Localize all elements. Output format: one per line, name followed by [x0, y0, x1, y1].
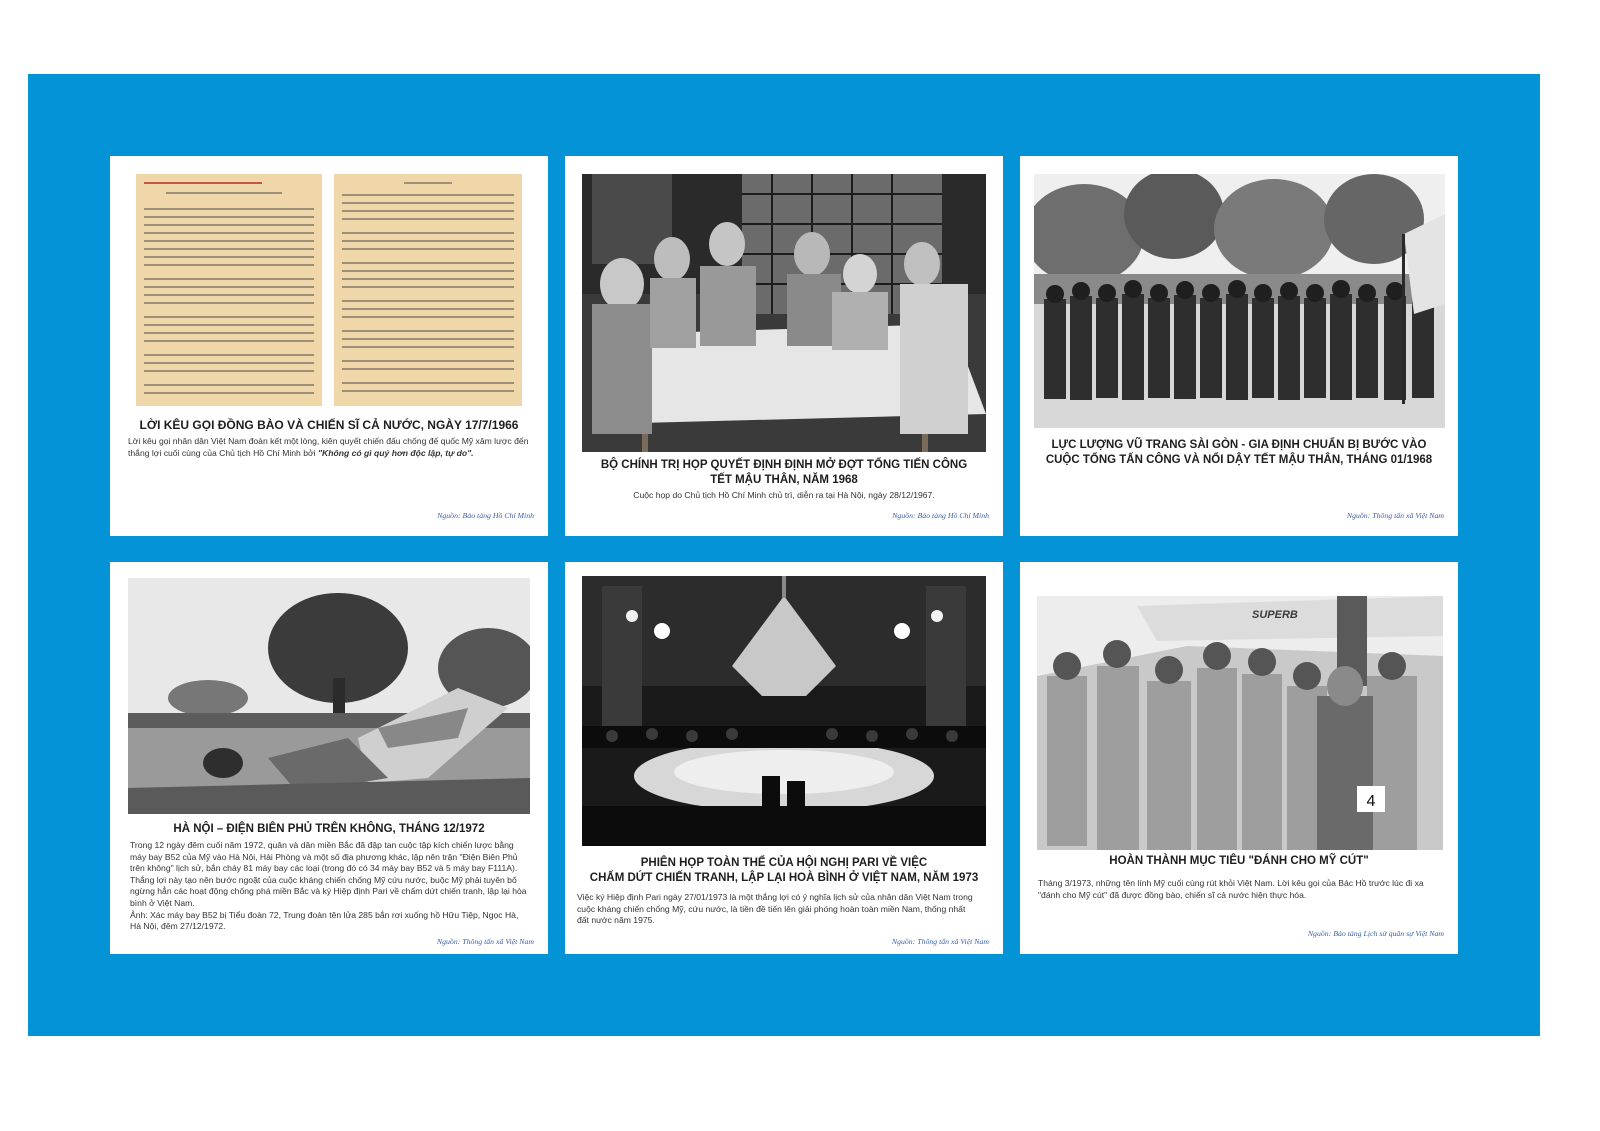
card-source: Nguồn: Bảo tàng Hồ Chí Minh	[892, 511, 989, 520]
card-title: BỘ CHÍNH TRỊ HỌP QUYẾT ĐỊNH ĐỊNH MỞ ĐỢT TỔNG TIẾN CÔNG TẾT MẬU THÂN, NĂM 1968	[600, 459, 968, 486]
armband-number: 4	[1366, 793, 1376, 810]
card-title: LỰC LƯỢNG VŨ TRANG SÀI GÒN - GIA ĐỊNH CHUẨN BỊ BƯỚC VÀO CUỘC TỔNG TẤN CÔNG VÀ NỔI DẬY TẾT MẬU THÂN, THÁNG 01/1968	[1045, 439, 1433, 466]
card-title: HOÀN THÀNH MỤC TIÊU "ĐÁNH CHO MỸ CÚT"	[1109, 855, 1369, 867]
exhibit-card-saigon-forces	[1020, 156, 1458, 536]
exhibit-card-dien-bien-phu-air	[110, 562, 548, 954]
plane-lettering: SUPERB	[1252, 609, 1298, 621]
card-source: Nguồn: Bảo tàng Hồ Chí Minh	[437, 511, 534, 520]
card-description: Trong 12 ngày đêm cuối năm 1972, quân và dân miền Bắc đã đập tan cuộc tập kích chiến lược bằng máy bay B52 của Mỹ vào Hà Nội, Hải Phòng và một số địa phương khác, lập nên trận "Điện Biên Phủ trên không" lịch sử, bắn cháy 81 máy bay các loại (trong đó có 34 máy bay B52 và 5 máy bay F111A). Thắng lợi này tạo nên bước ngoặt của cuộc kháng chiến chống Mỹ cứu nước, buộc Mỹ phải tuyên bố ngừng hẳn các hoạt động chống phá miền Bắc và ký Hiệp định Pari về chấm dứt chiến tranh, lập lại hòa bình ở Việt Nam. Ảnh: Xác máy bay B52 bị Tiểu đoàn 72, Trung đoàn tên lửa 285 bắn rơi xuống hồ Hữu Tiệp, Ngọc Hà, Hà Nội, đêm 27/12/1972.	[130, 840, 527, 932]
troops-image	[1034, 174, 1445, 428]
card-source: Nguồn: Thông tấn xã Việt Nam	[891, 937, 989, 946]
card-description: Cuộc họp do Chủ tịch Hồ Chí Minh chủ trì, diễn ra tại Hà Nội, ngày 28/12/1967.	[633, 490, 935, 500]
card-description: Lời kêu gọi nhân dân Việt Nam đoàn kết một lòng, kiên quyết chiến đấu chống đế quốc Mỹ xâm lược đến thắng lợi cuối cùng của Chủ tịch Hồ Chí Minh bởi "Không có gì quý hơn độc lập, tự do".	[128, 436, 529, 458]
conference-image	[582, 576, 986, 846]
card-description: Tháng 3/1973, những tên lính Mỹ cuối cùng rút khỏi Việt Nam. Lời kêu gọi của Bác Hồ trước lúc đi xa "đánh cho Mỹ cút" đã được đồng bào, chiến sĩ cả nước hiện thực hóa.	[1038, 878, 1424, 900]
manuscript-page-right	[334, 174, 522, 406]
exhibit-card-politburo-1968	[565, 156, 1003, 536]
photo-caption: Ảnh: Xác máy bay B52 bị Tiểu đoàn 72, Trung đoàn tên lửa 285 bắn rơi xuống hồ Hữu Tiệp, Ngọc Hà, Hà Nội, đêm 27/12/1972.	[130, 909, 519, 932]
manuscript-image	[136, 174, 522, 406]
card-title: HÀ NỘI – ĐIỆN BIÊN PHỦ TRÊN KHÔNG, THÁNG 12/1972	[173, 823, 485, 835]
card-description: Việc ký Hiệp định Pari ngày 27/01/1973 là một thắng lợi có ý nghĩa lịch sử của nhân dân Việt Nam trong cuộc kháng chiến chống Mỹ, cứu nước, là tiền đề tiến lên giải phóng hoàn toàn miền Nam, thống nhất đất nước năm 1975.	[577, 892, 973, 926]
manuscript-page-left	[136, 174, 322, 406]
exhibit-card-us-withdrawal	[1020, 562, 1458, 954]
wreckage-image	[128, 578, 530, 814]
exhibit-card-appeal-1966	[110, 156, 548, 536]
exhibit-card-paris-conference	[565, 562, 1003, 954]
card-title: PHIÊN HỌP TOÀN THỂ CỦA HỘI NGHỊ PARI VỀ VIỆC CHẤM DỨT CHIẾN TRANH, LẬP LẠI HOÀ BÌNH Ở VIỆT NAM, NĂM 1973	[589, 857, 979, 884]
card-source: Nguồn: Thông tấn xã Việt Nam	[1346, 511, 1444, 520]
departure-image	[1037, 596, 1443, 850]
card-title: LỜI KÊU GỌI ĐỒNG BÀO VÀ CHIẾN SĨ CẢ NƯỚC, NGÀY 17/7/1966	[139, 418, 519, 432]
meeting-image	[582, 174, 986, 452]
card-source: Nguồn: Bảo tàng Lịch sử quân sự Việt Nam	[1307, 929, 1444, 938]
card-source: Nguồn: Thông tấn xã Việt Nam	[436, 937, 534, 946]
